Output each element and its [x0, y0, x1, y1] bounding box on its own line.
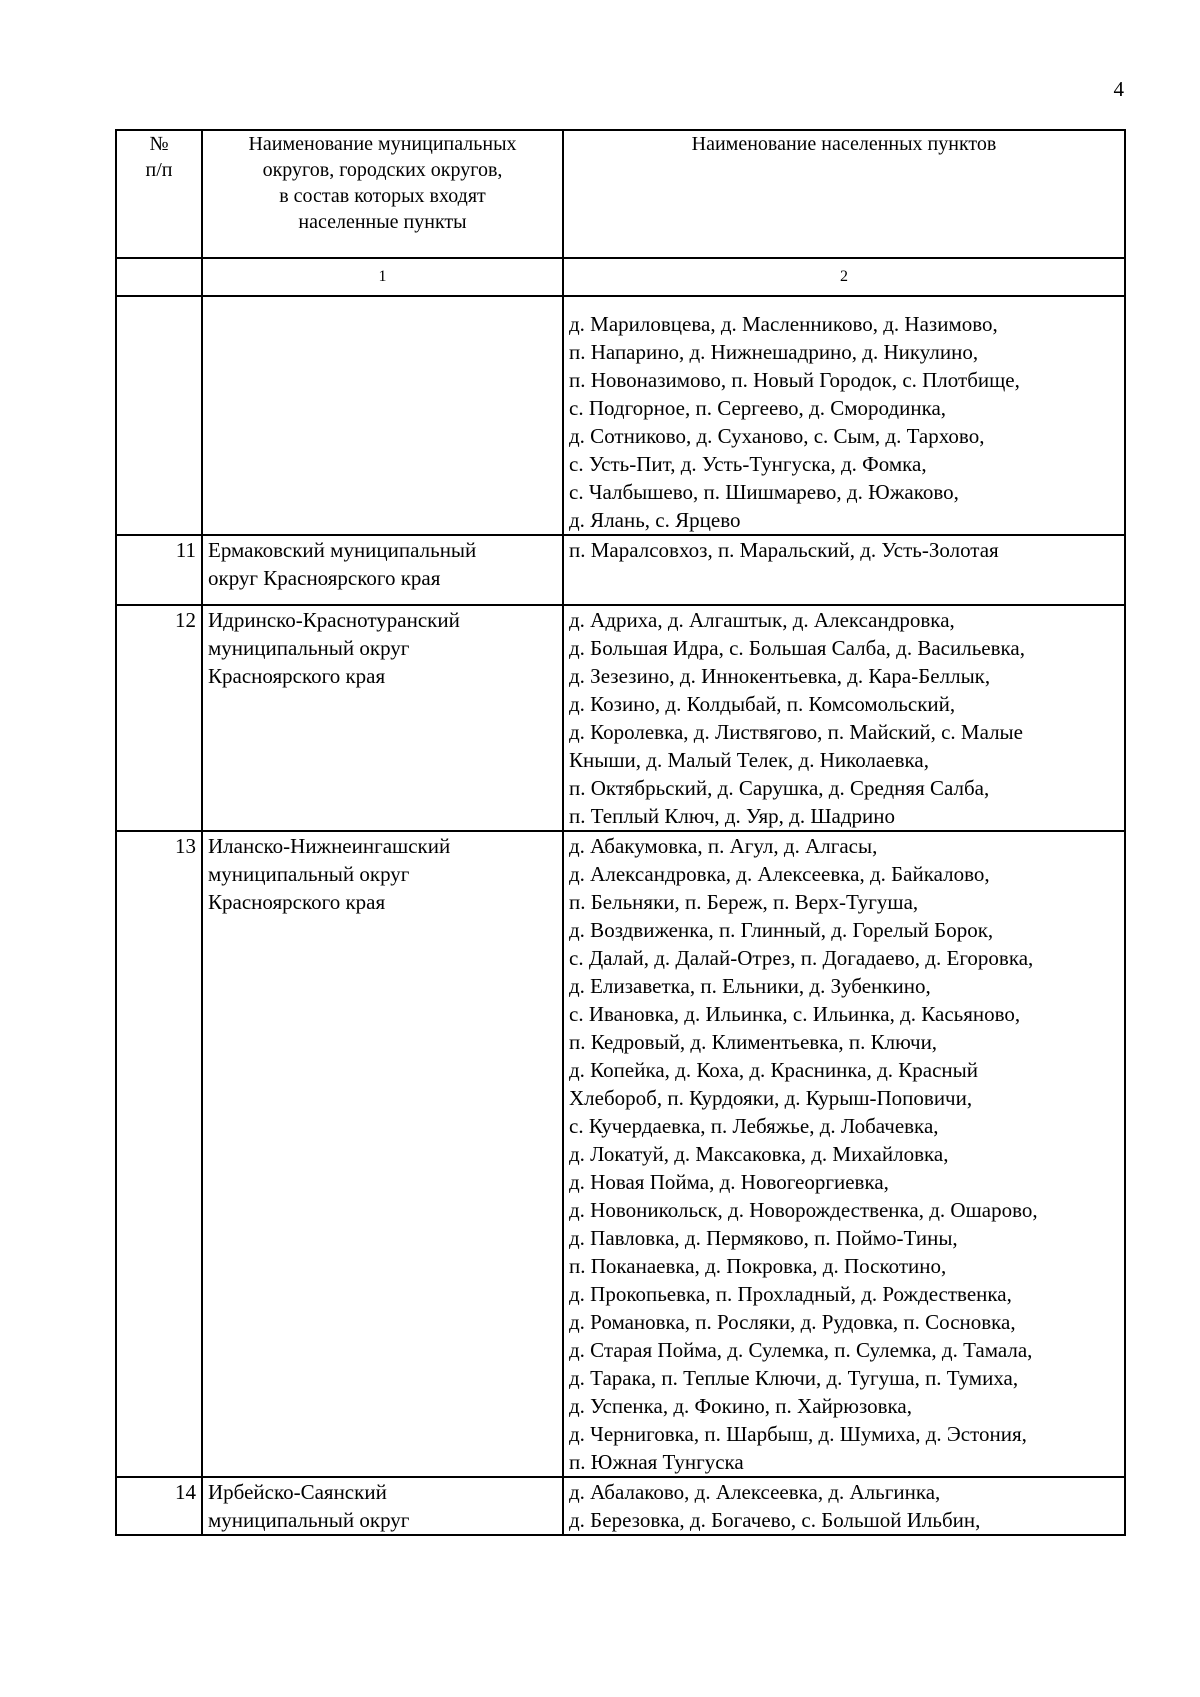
settlements-line: п. Маралсовхоз, п. Маральский, д. Усть-Золотая: [569, 538, 999, 562]
settlements-cell: [563, 605, 1125, 831]
settlements-line: п. Кедровый, д. Климентьевка, п. Ключи,: [569, 1030, 938, 1054]
district-name-line: муниципальный округ: [208, 636, 410, 660]
settlements-line: с. Чалбышево, п. Шишмарево, д. Южаково,: [569, 480, 959, 504]
settlements-line: с. Далай, д. Далай-Отрез, п. Догадаево, д. Егоровка,: [569, 946, 1034, 970]
settlements-cell: [563, 296, 1125, 535]
district-name-line: Красноярского края: [208, 890, 386, 914]
settlements-line: д. Локатуй, д. Максаковка, д. Михайловка,: [569, 1142, 949, 1166]
settlements-line: Хлебороб, п. Курдояки, д. Курыш-Поповичи,: [569, 1086, 973, 1110]
settlements-line: с. Усть-Пит, д. Усть-Тунгуска, д. Фомка,: [569, 452, 927, 476]
settlements-line: д. Березовка, д. Богачево, с. Большой Ильбин,: [569, 1508, 981, 1532]
district-name-cell: [202, 831, 563, 1477]
settlements-line: д. Воздвиженка, п. Глинный, д. Горелый Борок,: [569, 918, 994, 942]
header-row: [116, 130, 1125, 258]
settlements-line: д. Зезезино, д. Иннокентьевка, д. Кара-Беллык,: [569, 664, 991, 688]
header-number-sign: №: [149, 133, 169, 155]
column-index-row: [116, 258, 1125, 296]
settlements-line: п. Поканаевка, д. Покровка, д. Поскотино,: [569, 1254, 947, 1278]
settlements-line: д. Копейка, д. Коха, д. Краснинка, д. Красный: [569, 1058, 978, 1082]
settlements-line: д. Прокопьевка, п. Прохладный, д. Рождественка,: [569, 1282, 1012, 1306]
settlements-line: д. Новоникольск, д. Новорождественка, д. Ошарово,: [569, 1198, 1038, 1222]
table-row: [116, 831, 1125, 1477]
settlements-line: п. Новоназимово, п. Новый Городок, с. Плотбище,: [569, 368, 1020, 392]
column-index-empty: [116, 258, 202, 296]
settlements-line: д. Старая Пойма, д. Сулемка, п. Сулемка, д. Тамала,: [569, 1338, 1033, 1362]
table-row: [116, 605, 1125, 831]
row-number: 13: [116, 831, 202, 1477]
settlements-line: д. Большая Идра, с. Большая Салба, д. Васильевка,: [569, 636, 1025, 660]
district-name-line: Идринско-Краснотуранский: [208, 608, 460, 632]
settlements-line: п. Напарино, д. Нижнешадрино, д. Никулино,: [569, 340, 979, 364]
row-number: 12: [116, 605, 202, 831]
table-body: [116, 296, 1125, 1535]
header-number-abbr: п/п: [145, 159, 173, 181]
settlements-line: д. Сотниково, д. Суханово, с. Сым, д. Тархово,: [569, 424, 985, 448]
district-name-cell: [202, 605, 563, 831]
header-district-line: в состав которых входят: [279, 185, 486, 207]
district-name-line: округ Красноярского края: [208, 566, 441, 590]
settlements-line: д. Елизаветка, п. Ельники, д. Зубенкино,: [569, 974, 931, 998]
header-district-line: Наименование муниципальных: [248, 133, 517, 155]
settlements-line: п. Южная Тунгуска: [569, 1450, 744, 1474]
page-number: 4: [1113, 77, 1124, 101]
header-col-number: [116, 130, 202, 258]
table-row: [116, 1477, 1125, 1535]
settlements-line: с. Подгорное, п. Сергеево, д. Смородинка,: [569, 396, 947, 420]
settlements-cell: [563, 831, 1125, 1477]
settlements-line: д. Ялань, с. Ярцево: [569, 508, 741, 532]
table-row: [116, 535, 1125, 605]
table-row: [116, 296, 1125, 535]
settlements-line: п. Бельняки, п. Береж, п. Верх-Тугуша,: [569, 890, 919, 914]
header-district-line: населенные пункты: [298, 211, 467, 233]
district-name-cell: [202, 296, 563, 535]
row-number: 14: [116, 1477, 202, 1535]
row-number: 11: [116, 535, 202, 605]
settlements-table: [115, 129, 1126, 1536]
district-name-cell: [202, 535, 563, 605]
settlements-line: п. Теплый Ключ, д. Уяр, д. Шадрино: [569, 804, 896, 828]
settlements-line: д. Адриха, д. Алгаштык, д. Александровка,: [569, 608, 955, 632]
settlements-line: Кныши, д. Малый Телек, д. Николаевка,: [569, 748, 929, 772]
district-name-line: муниципальный округ: [208, 862, 410, 886]
header-col-district-name: [202, 130, 563, 258]
district-name-cell: [202, 1477, 563, 1535]
header-district-line: округов, городских округов,: [262, 159, 503, 181]
district-name-line: Ирбейско-Саянский: [208, 1480, 387, 1504]
district-name-line: муниципальный округ: [208, 1508, 410, 1532]
table-header: [116, 130, 1125, 296]
settlements-line: д. Абалаково, д. Алексеевка, д. Альгинка,: [569, 1480, 941, 1504]
settlements-line: д. Мариловцева, д. Масленниково, д. Назимово,: [569, 312, 998, 336]
settlements-line: д. Новая Пойма, д. Новогеоргиевка,: [569, 1170, 889, 1194]
settlements-line: д. Тарака, п. Теплые Ключи, д. Тугуша, п. Тумиха,: [569, 1366, 1019, 1390]
settlements-line: д. Королевка, д. Листвягово, п. Майский, с. Малые: [569, 720, 1023, 744]
settlements-line: д. Черниговка, п. Шарбыш, д. Шумиха, д. Эстония,: [569, 1422, 1027, 1446]
settlements-line: д. Козино, д. Колдыбай, п. Комсомольский,: [569, 692, 956, 716]
column-index-1: 1: [202, 258, 563, 296]
row-number: [116, 296, 202, 535]
district-name-line: Красноярского края: [208, 664, 386, 688]
settlements-line: д. Александровка, д. Алексеевка, д. Байкалово,: [569, 862, 990, 886]
header-col-settlements: Наименование населенных пунктов: [563, 130, 1125, 258]
district-name-line: Иланско-Нижнеингашский: [208, 834, 451, 858]
settlements-line: д. Романовка, п. Росляки, д. Рудовка, п. Сосновка,: [569, 1310, 1016, 1334]
settlements-cell: [563, 1477, 1125, 1535]
district-name-line: Ермаковский муниципальный: [208, 538, 477, 562]
settlements-line: д. Успенка, д. Фокино, п. Хайрюзовка,: [569, 1394, 913, 1418]
column-index-2: 2: [563, 258, 1125, 296]
settlements-cell: [563, 535, 1125, 605]
settlements-line: п. Октябрьский, д. Сарушка, д. Средняя Салба,: [569, 776, 990, 800]
settlements-line: д. Павловка, д. Пермяково, п. Поймо-Тины,: [569, 1226, 958, 1250]
settlements-line: д. Абакумовка, п. Агул, д. Алгасы,: [569, 834, 878, 858]
settlements-line: с. Ивановка, д. Ильинка, с. Ильинка, д. Касьяново,: [569, 1002, 1021, 1026]
settlements-line: с. Кучердаевка, п. Лебяжье, д. Лобачевка,: [569, 1114, 939, 1138]
